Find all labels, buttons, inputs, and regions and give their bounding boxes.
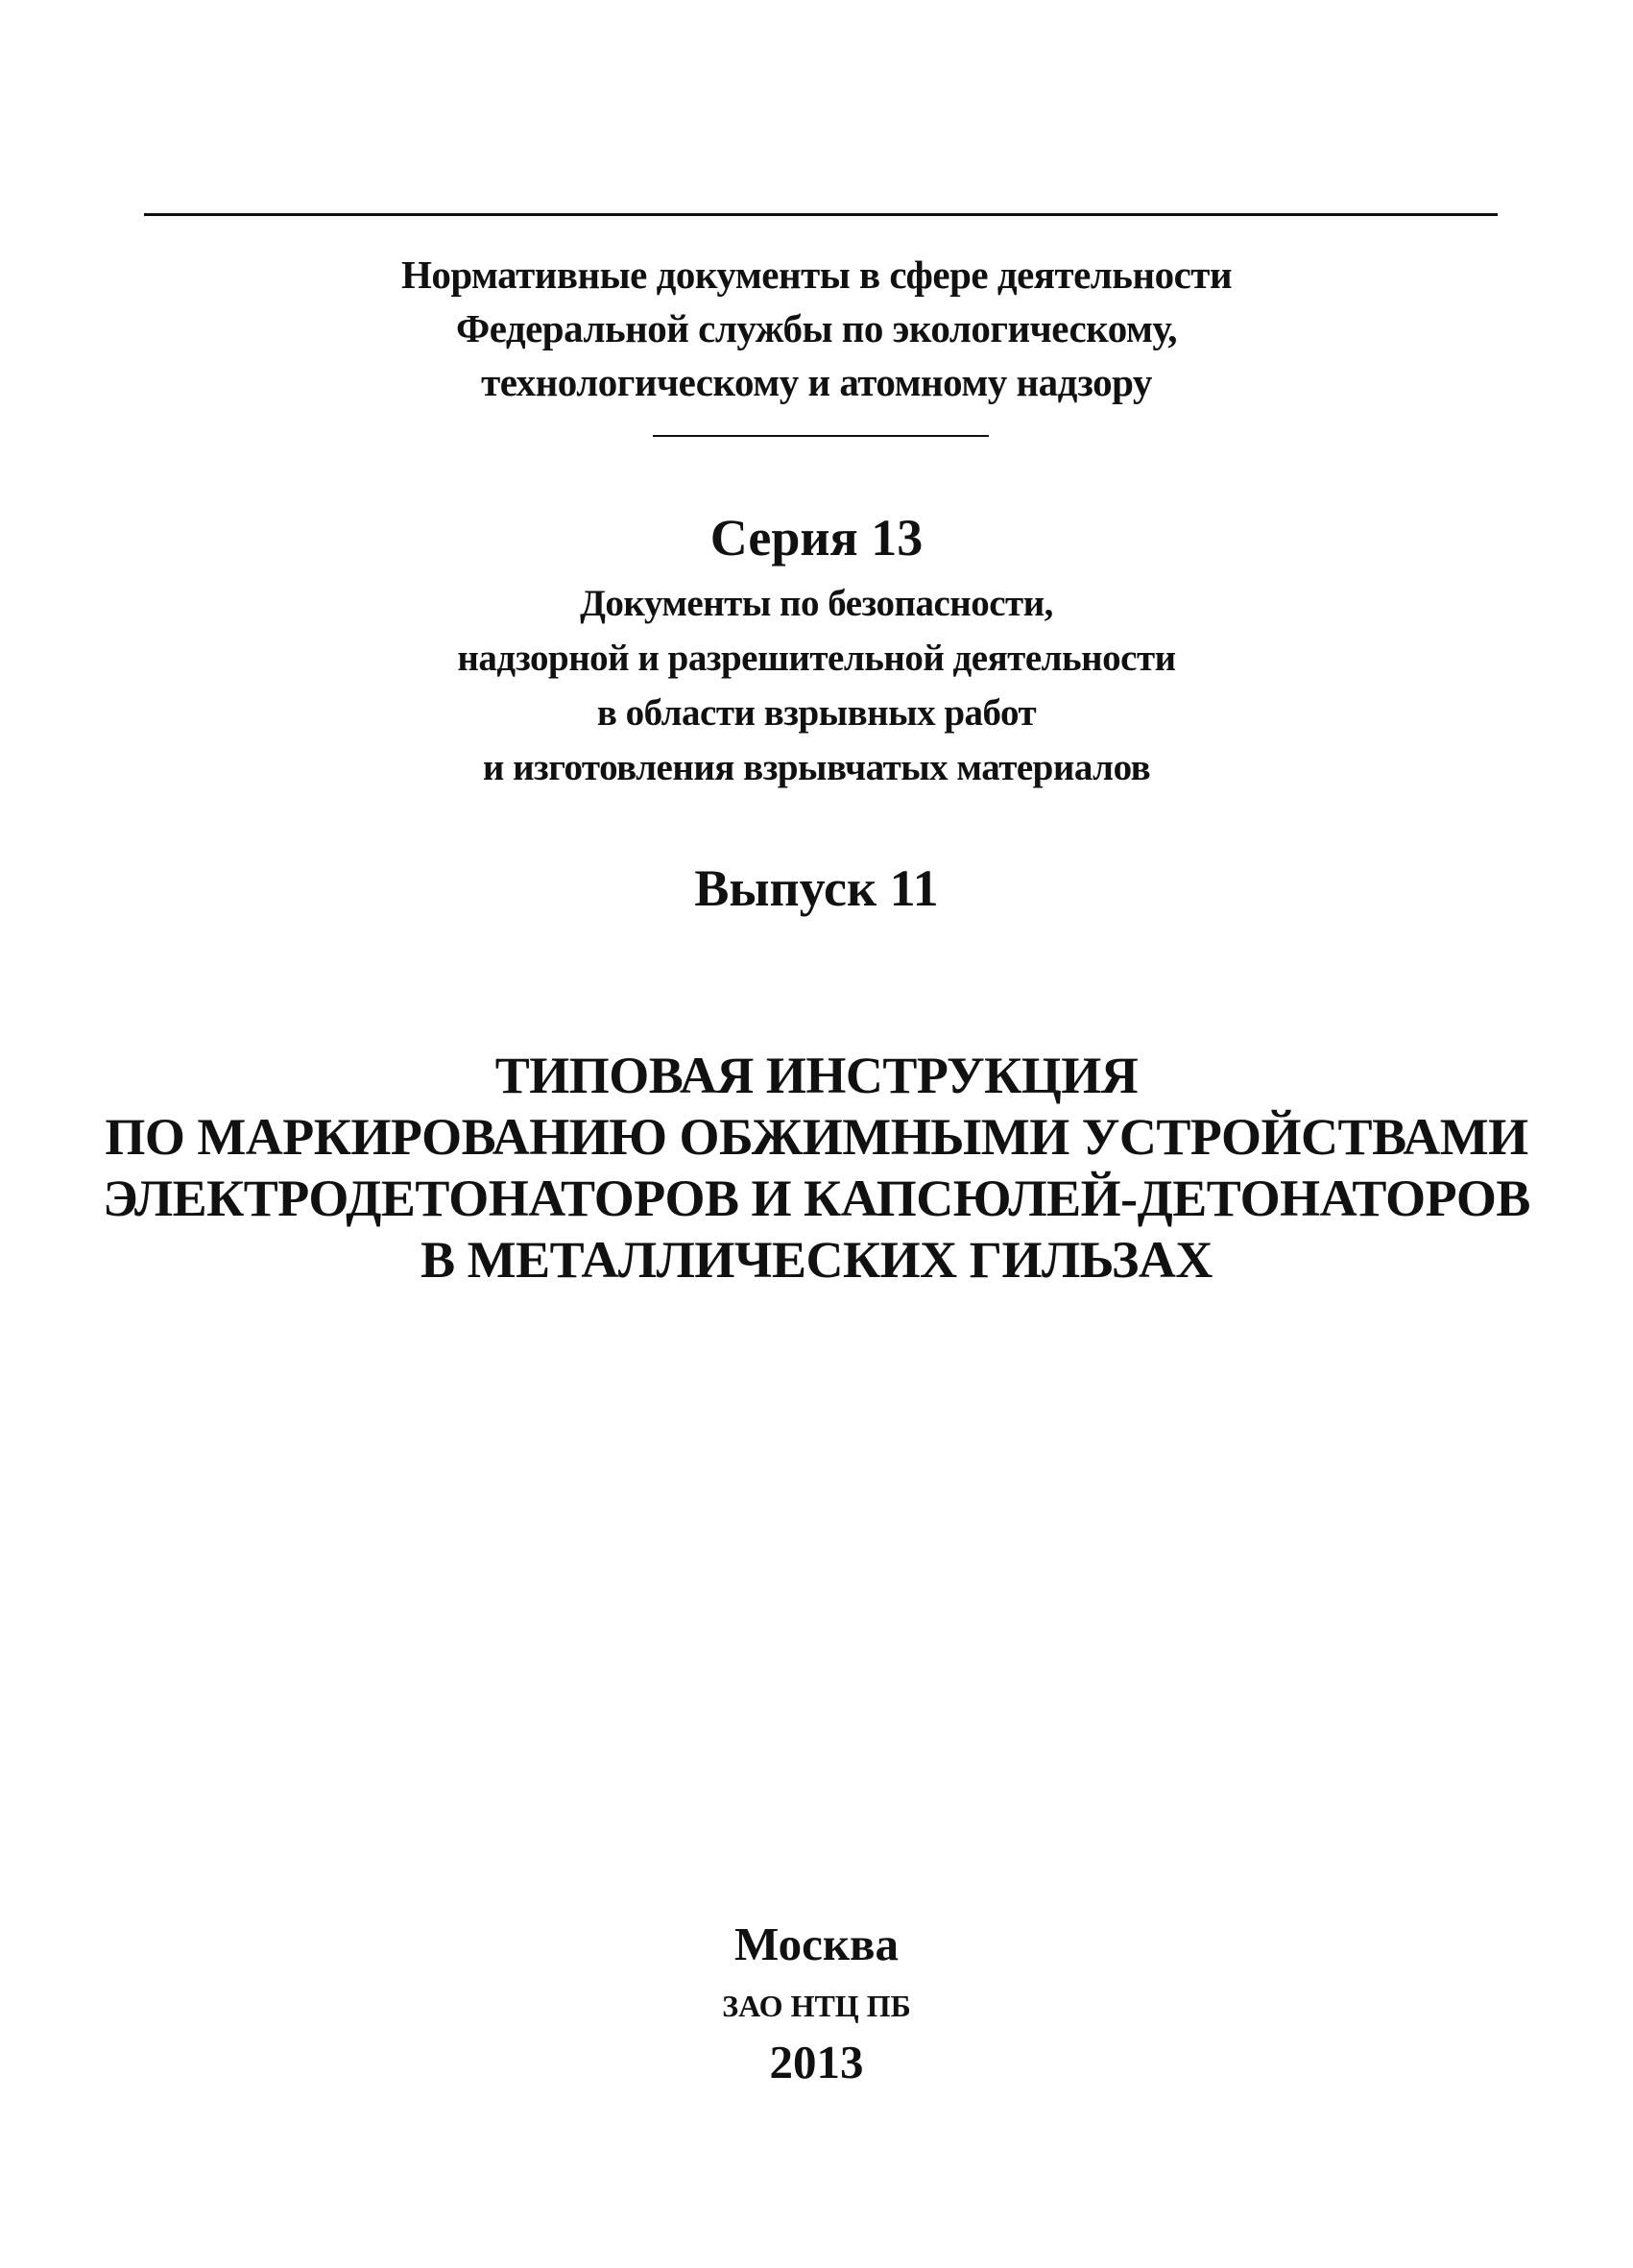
document-title — [0, 1045, 1633, 1291]
imprint-year — [0, 2034, 1633, 2091]
series-title — [0, 507, 1633, 568]
city-text: Москва — [733, 1918, 900, 1970]
issue-number — [0, 857, 1633, 919]
document-title-line-2: ПО МАРКИРОВАНИЮ ОБЖИМНЫМИ УСТРОЙСТВАМИ — [105, 1108, 1528, 1166]
agency-line-2: Федеральной службы по экологическому, — [455, 306, 1178, 350]
imprint-city — [0, 1916, 1633, 1973]
top-divider-line — [144, 213, 1498, 216]
issue-label: Выпуск 11 — [694, 859, 939, 917]
series-title-text: Серия 13 — [709, 509, 924, 567]
series-description-line-4: и изготовления взрывчатых материалов — [482, 747, 1151, 788]
series-description-line-3: в области взрывных работ — [596, 692, 1037, 734]
document-title-line-3: ЭЛЕКТРОДЕТОНАТОРОВ И КАПСЮЛЕЙ-ДЕТОНАТОРОВ — [103, 1170, 1530, 1227]
document-title-line-4: В МЕТАЛЛИЧЕСКИХ ГИЛЬЗАХ — [420, 1231, 1213, 1289]
series-description-line-2: надзорной и разрешительной деятельности — [457, 638, 1176, 679]
document-title-line-1: ТИПОВАЯ ИНСТРУКЦИЯ — [494, 1047, 1139, 1104]
series-description-line-1: Документы по безопасности, — [580, 583, 1053, 624]
agency-heading — [0, 248, 1633, 409]
series-description — [0, 576, 1633, 795]
short-divider-line — [653, 435, 989, 437]
publisher-text: ЗАО НТЦ ПБ — [722, 1989, 911, 2023]
agency-line-1: Нормативные документы в сфере деятельности — [400, 253, 1233, 297]
imprint-publisher — [0, 1985, 1633, 2027]
year-text: 2013 — [769, 2036, 864, 2088]
agency-line-3: технологическому и атомному надзору — [481, 360, 1152, 404]
